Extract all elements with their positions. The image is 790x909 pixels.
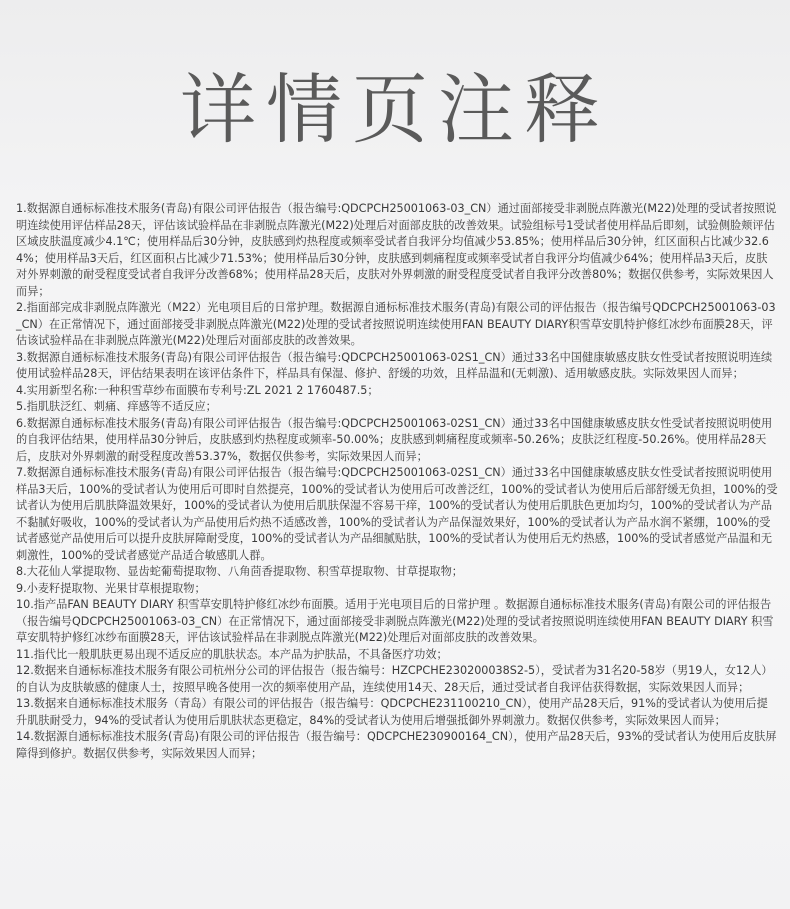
note-item: 8.大花仙人掌提取物、显齿蛇葡萄提取物、八角茴香提取物、积雪草提取物、甘草提取物； xyxy=(16,565,463,578)
note-item: 2.指面部完成非剥脱点阵激光（M22）光电项目后的日常护理。数据源自通标标准技术服务(青岛)有限公司的评估报告（报告编号QDCPCH25001063-03_CN）在正常情况下，通过面部接受非剥脱点阵激光(M22)处理的受试者按照说明连续使用FAN BEAUTY DIARY积雪草安肌特护修红冰纱布面膜28天，评估该试验样品在非剥脱点阵激光(M22)处理后对面部皮肤的改善效果。 xyxy=(16,301,776,347)
note-item: 13.数据来自通标标准技术服务（青岛）有限公司的评估报告（报告编号：QDCPCHE231100210_CN），使用产品28天后，91%的受试者认为使用后提升肌肤耐受力，94%的受试者认为使用后肌肤状态更稳定，84%的受试者认为使用后增强抵御外界刺激力。数据仅供参考，实际效果因人而异； xyxy=(16,697,768,727)
note-item: 4.实用新型名称:一种积雪草纱布面膜布专利号:ZL 2021 2 1760487.5； xyxy=(16,383,379,397)
note-item: 11.指代比一般肌肤更易出现不适反应的肌肤状态。本产品为护肤品，不具备医疗功效； xyxy=(16,647,448,661)
page-title: 详情页注释 xyxy=(180,65,610,154)
note-item: 9.小麦籽提取物、光果甘草根提取物； xyxy=(16,581,206,595)
note-item: 7.数据源自通标标准技术服务(青岛)有限公司评估报告（报告编号:QDCPCH25001063-02S1_CN）通过33名中国健康敏感皮肤女性受试者按照说明使用样品3天后，100%的受试者认为使用后可即时自然提亮，100%的受试者认为使用后可改善泛红，100%的受试者认为使用后后部舒缓无负担，100%的受试者认为使用后肌肤降温效果好，100%的受试者认为使用后肌肤保湿不容易干痒，100%的受试者认为使用后肌肤色更加均匀，100%的受试者认为产品不黏腻好吸收，100%的受试者认为产品使用后灼热不适感改善，100%的受试者认为产品保湿效果好，100%的受试者认为产品水润不紧绷，100%的受试者感觉产品使用后可以提升皮肤屏障耐受度，100%的受试者认为产品细腻贴肤，100%的受试者认为使用后无灼热感，100%的受试者感觉产品温和无刺激性，100%的受试者感觉产品适合敏感肌人群。 xyxy=(16,466,778,562)
note-item: 10.指产品FAN BEAUTY DIARY 积雪草安肌特护修红冰纱布面膜。适用于光电项目后的日常护理 。数据源自通标标准技术服务(青岛)有限公司的评估报告（报告编号QDCPCH25001063-03_CN）在正常情况下，通过面部接受非剥脱点阵激光(M22)处理的受试者按照说明连续使用FAN BEAUTY DIARY 积雪草安肌特护修红冰纱布面膜28天，评估该试验样品在非剥脱点阵激光(M22)处理后对面部皮肤的改善效果。 xyxy=(16,598,774,644)
notes-list xyxy=(16,201,778,762)
note-item: 3.数据源自通标标准技术服务(青岛)有限公司评估报告（报告编号:QDCPCH25001063-02S1_CN）通过33名中国健康敏感皮肤女性受试者按照说明连续使用试验样品28天，评估结果表明在该评估条件下，样品具有保湿、修护、舒缓的功效，且样品温和(无刺激)、适用敏感皮肤。实际效果因人而异； xyxy=(16,350,773,380)
note-item: 6.数据源自通标标准技术服务(青岛)有限公司评估报告（报告编号:QDCPCH25001063-02S1_CN）通过33名中国健康敏感皮肤女性受试者按照说明使用的自我评估结果，使用样品30分钟后，皮肤感到灼热程度或频率-50.00%；皮肤感到刺痛程度或频率-50.26%；皮肤泛红程度-50.26%。使用样品28天后，皮肤对外界刺激的耐受程度改善53.37%，数据仅供参考，实际效果因人而异； xyxy=(16,416,773,463)
note-item: 14.数据源自通标标准技术服务(青岛)有限公司的评估报告（报告编号：QDCPCHE230900164_CN），使用产品28天后，93%的受试者认为使用后皮肤屏障得到修护。数据仅供参考，实际效果因人而异； xyxy=(16,730,777,760)
note-item: 12.数据来自通标标准技术服务有限公司杭州分公司的评估报告（报告编号：HZCPCHE230200038S2-5），受试者为31名20-58岁（男19人，女12人）的自认为皮肤敏感的健康人士，按照早晚各使用一次的频率使用产品，连续使用14天、28天后，通过受试者自我评估获得数据，实际效果因人而异； xyxy=(16,664,773,694)
note-item: 5.指肌肤泛红、刺痛、痒感等不适反应； xyxy=(16,400,217,413)
note-item: 1.数据源自通标标准技术服务(青岛)有限公司评估报告（报告编号:QDCPCH25001063-03_CN）通过面部接受非剥脱点阵激光(M22)处理的受试者按照说明连续使用评估样品28天，评估该试验样品在非剥脱点阵激光(M22)处理后对面部皮肤的改善效果。试验组标号1受试者使用样品后即刻，试验侧脸颊评估区域皮肤温度减少4.1℃；使用样品后30分钟，皮肤感到灼热程度或频率受试者自我评分均值减少53.85%；使用样品后30分钟，红区面积占比减少32.64%；使用样品3天后，红区面积占比减少71.53%；使用样品后30分钟，皮肤感到刺痛程度或频率受试者自我评分均值减少64%；使用样品3天后，皮肤对外界刺激的耐受程度受试者自我评分改善68%；使用样品28天后，皮肤对外界刺激的耐受程度受试者自我评分改善80%；数据仅供参考，实际效果因人而异； xyxy=(16,202,777,298)
